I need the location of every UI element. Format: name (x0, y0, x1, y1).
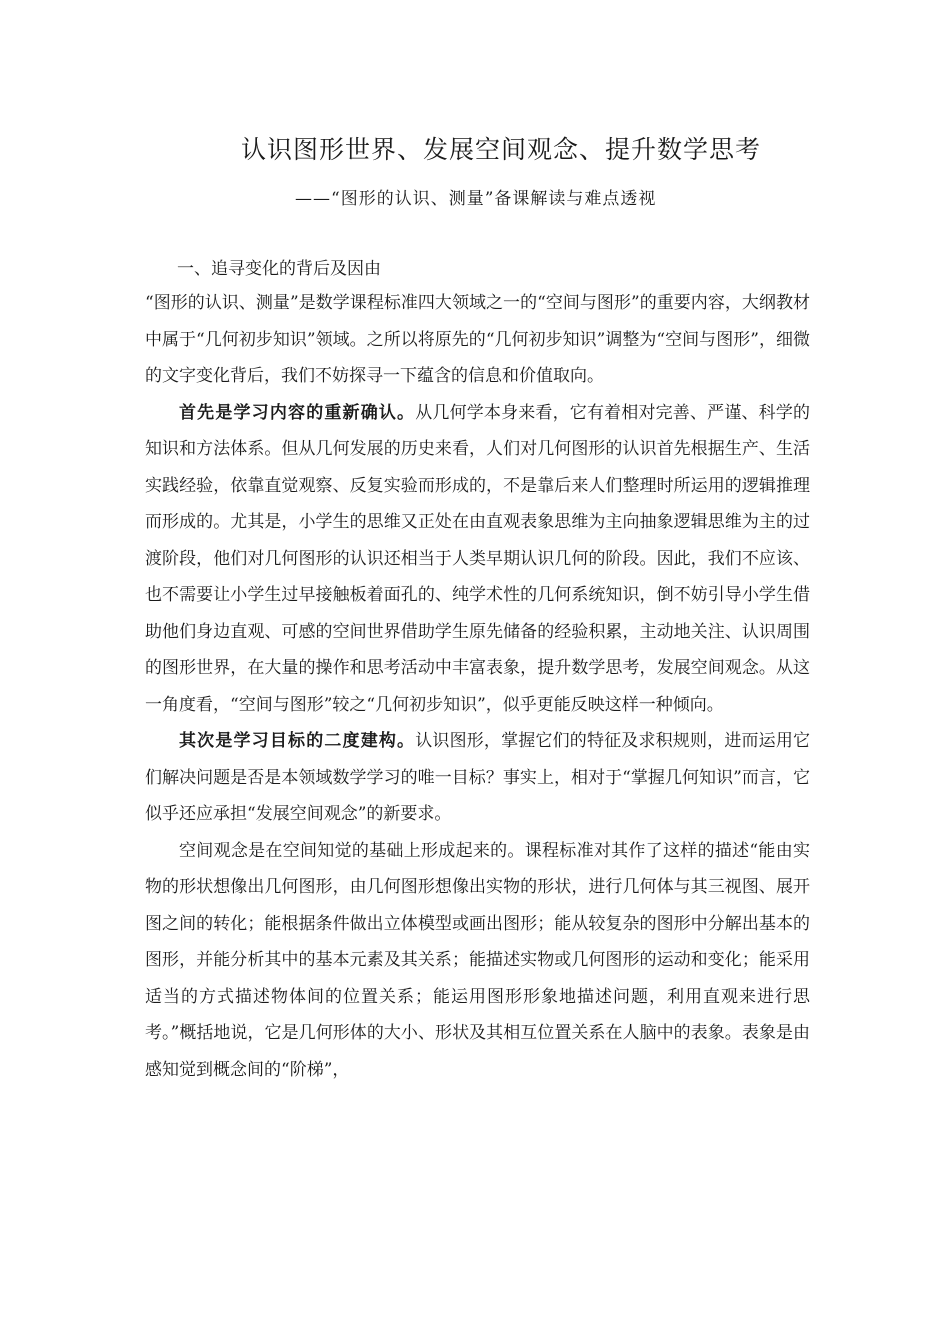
document-body (145, 285, 810, 1088)
paragraph-text: 认识图形，掌握它们的特征及求积规则，进而运用它们解决问题是否是本领域数学学习的唯一目标？事实上，相对于“掌握几何知识”而言，它似乎还应承担“发展空间观念”的新要求。 (145, 731, 811, 824)
document-subtitle: ——“图形的认识、测量”备课解读与难点透视 (295, 189, 657, 209)
paragraph-lead: 其次是学习目标的二度建构。 (179, 731, 416, 751)
paragraph (145, 833, 810, 1089)
paragraph-lead: 首先是学习内容的重新确认。 (179, 402, 416, 423)
paragraph-text: “图形的认识、测量”是数学课程标准四大领域之一的“空间与图形”的重要内容，大纲教材中属于“几何初步知识”领域。之所以将原先的“几何初步知识”调整为“空间与图形”，细微的文字变化背后，我们不妨探寻一下蕴含的信息和价值取向。 (145, 293, 810, 386)
paragraph (145, 723, 810, 833)
paragraph-text: 空间观念是在空间知觉的基础上形成起来的。课程标准对其作了这样的描述“能由实物的形状想像出几何图形，由几何图形想像出实物的形状，进行几何体与其三视图、展开图之间的转化；能根据条件做出立体模型或画出图形；能从较复杂的图形中分解出基本的图形，并能分析其中的基本元素及其关系；能描述实物或几何图形的运动和变化；能采用适当的方式描述物体间的位置关系；能运用图形形象地描述问题，利用直观来进行思考。”概括地说，它是几何形体的大小、形状及其相互位置关系在人脑中的表象。表象是由感知觉到概念间的“阶梯”， (145, 840, 810, 1080)
section-heading: 一、追寻变化的背后及因由 (177, 259, 381, 279)
paragraph (145, 395, 810, 724)
paragraph (145, 285, 810, 395)
paragraph-text: 从几何学本身来看，它有着相对完善、严谨、科学的知识和方法体系。但从几何发展的历史来看，人们对几何图形的认识首先根据生产、生活实践经验，依靠直觉观察、反复实验而形成的，不是靠后来人们整理时所运用的逻辑推理而形成的。尤其是，小学生的思维又正处在由直观表象思维为主向抽象逻辑思维为主的过渡阶段，他们对几何图形的认识还相当于人类早期认识几何的阶段。因此，我们不应该、也不需要让小学生过早接触板着面孔的、纯学术性的几何系统知识，倒不妨引导小学生借助他们身边直观、可感的空间世界借助学生原先储备的经验积累，主动地关注、认识周围的图形世界，在大量的操作和思考活动中丰富表象，提升数学思考，发展空间观念。从这一角度看，“空间与图形”较之“几何初步知识”，似乎更能反映这样一种倾向。 (145, 402, 811, 715)
document-title: 认识图形世界、发展空间观念、提升数学思考 (240, 135, 761, 164)
